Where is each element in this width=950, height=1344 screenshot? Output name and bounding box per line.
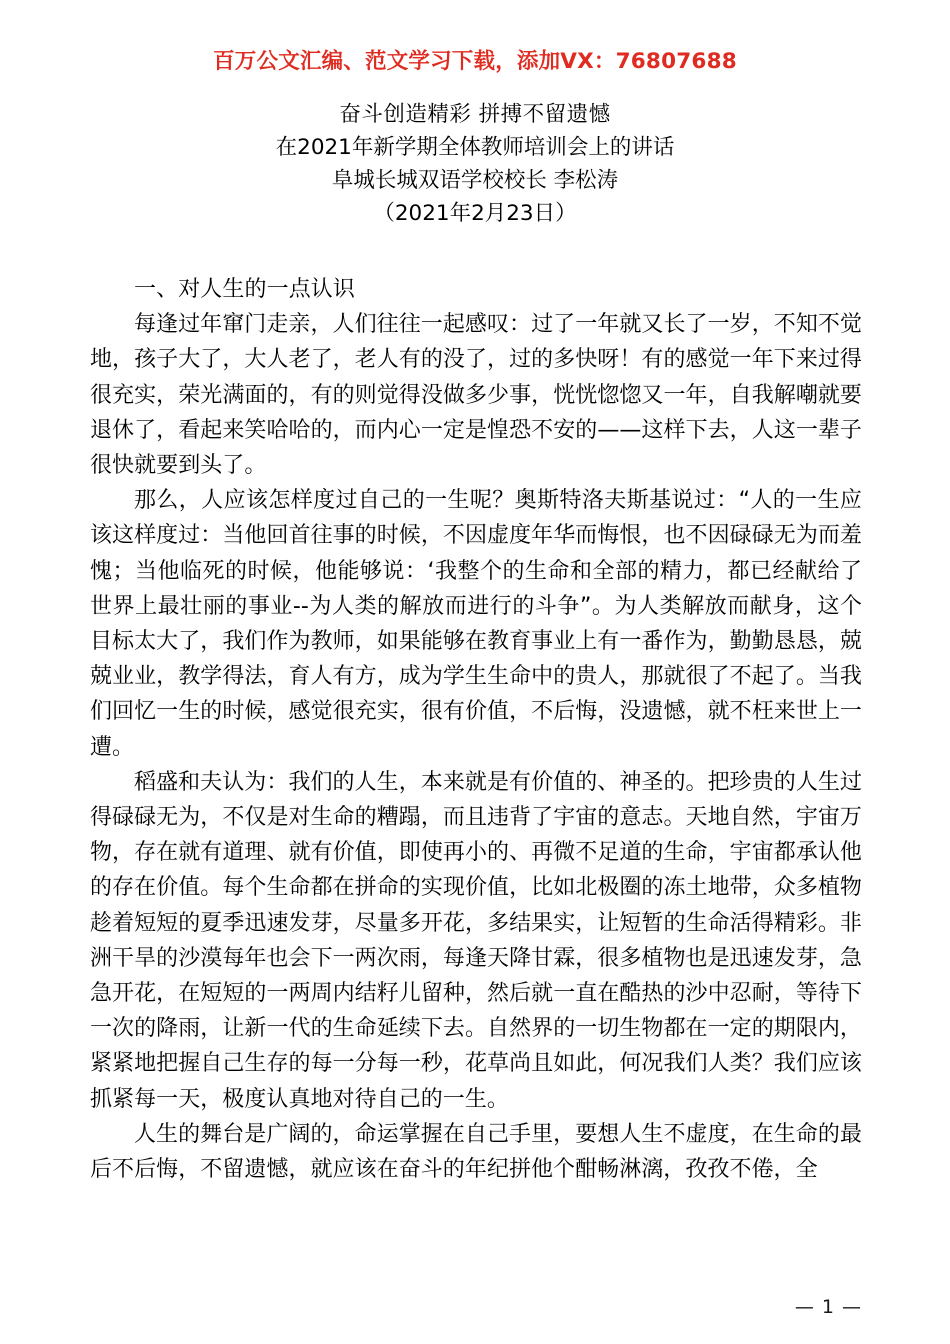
document-title-block xyxy=(0,98,950,230)
page-number-footer: — 1 — xyxy=(794,1296,862,1318)
document-title-line-2: 在2021年新学期全体教师培训会上的讲话 xyxy=(275,135,675,160)
body-paragraph: 稻盛和夫认为：我们的人生，本来就是有价值的、神圣的。把珍贵的人生过得碌碌无为，不仅是对生命的糟蹋，而且违背了宇宙的意志。天地自然，宇宙万物，存在就有道理、就有价值，即使再小的、再微不足道的生命，宇宙都承认他的存在价值。每个生命都在拼命的实现价值，比如北极圈的冻土地带，众多植物趁着短短的夏季迅速发芽，尽量多开花，多结果实，让短暂的生命活得精彩。非洲干旱的沙漠每年也会下一两次雨，每逢天降甘霖，很多植物也是迅速发芽，急急开花，在短短的一两周内结籽儿留种，然后就一直在酷热的沙中忍耐，等待下一次的降雨，让新一代的生命延续下去。自然界的一切生物都在一定的期限内，紧紧地把握自己生存的每一分每一秒，花草尚且如此，何况我们人类？我们应该抓紧每一天，极度认真地对待自己的一生。 xyxy=(90,769,862,1112)
document-title-line-1: 奋斗创造精彩 拼搏不留遗憾 xyxy=(339,102,611,127)
body-paragraph: 那么，人应该怎样度过自己的一生呢？奥斯特洛夫斯基说过：“人的一生应该这样度过：当他回首往事的时候，不因虚度年华而悔恨，也不因碌碌无为而羞愧；当他临死的时候，他能够说：‘我整个的生命和全部的精力，都已经献给了世界上最壮丽的事业--为人类的解放而进行的斗争”。为人类解放而献身，这个目标太大了，我们作为教师，如果能够在教育事业上有一番作为，勤勤恳恳，兢兢业业，教学得法，育人有方，成为学生生命中的贵人，那就很了不起了。当我们回忆一生的时候，感觉很充实，很有价值，不后悔，没遗憾，就不枉来世上一遭。 xyxy=(90,488,862,760)
document-body xyxy=(90,272,862,1187)
body-paragraph: 人生的舞台是广阔的，命运掌握在自己手里，要想人生不虚度，在生命的最后不后悔，不留遗憾，就应该在奋斗的年纪拼他个酣畅淋漓，孜孜不倦，全 xyxy=(90,1121,862,1183)
body-paragraph: 每逢过年窜门走亲，人们往往一起感叹：过了一年就又长了一岁，不知不觉地，孩子大了，大人老了，老人有的没了，过的多快呀！有的感觉一年下来过得很充实，荣光满面的，有的则觉得没做多少事，恍恍惚惚又一年，自我解嘲就要退休了，看起来笑哈哈的，而内心一定是惶恐不安的——这样下去，人这一辈子很快就要到头了。 xyxy=(90,312,862,479)
section-heading: 一、对人生的一点认识 xyxy=(134,277,356,302)
promo-banner-text: 百万公文汇编、范文学习下载，添加VX：76807688 xyxy=(213,49,737,74)
document-title-line-4: （2021年2月23日） xyxy=(373,201,577,226)
document-title-line-3: 阜城长城双语学校校长 李松涛 xyxy=(331,168,619,193)
